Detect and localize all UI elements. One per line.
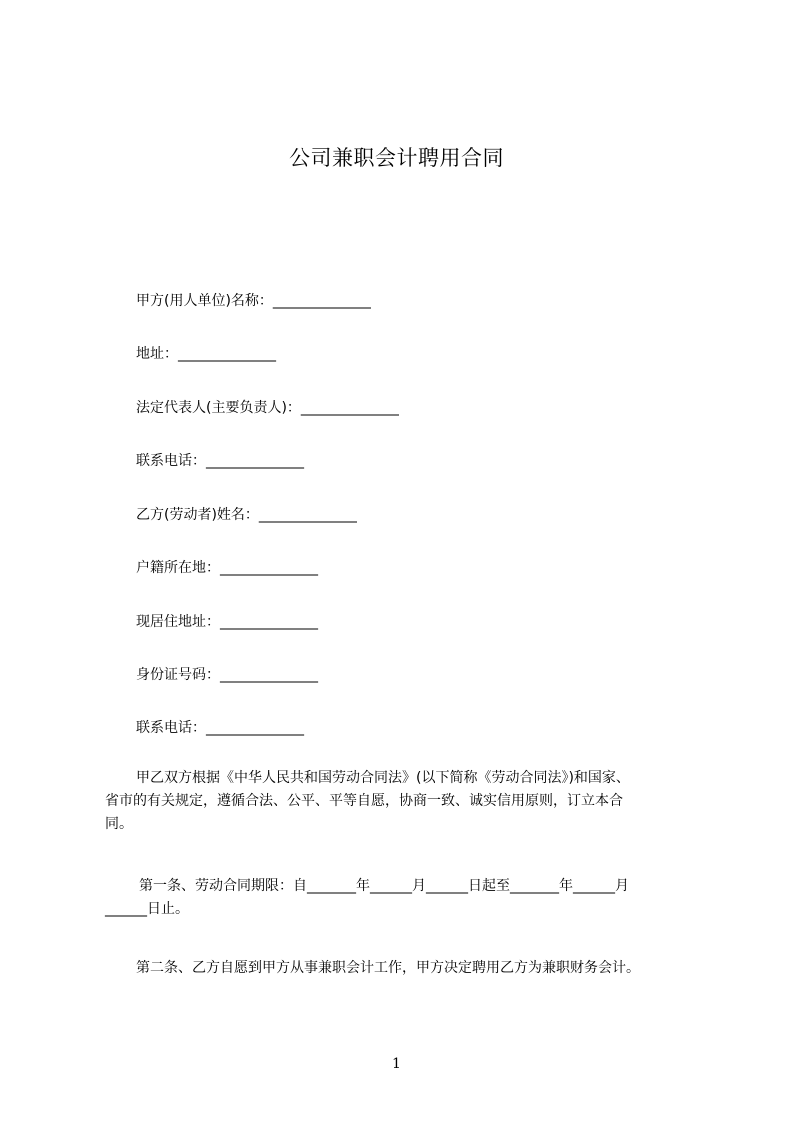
field-party-b-id: 身份证号码：______________ bbox=[136, 667, 318, 683]
article-2-line: 第二条、乙方自愿到甲方从事兼职会计工作，甲方决定聘用乙方为兼职财务会计。 bbox=[136, 960, 640, 976]
field-party-a-name: 甲方(用人单位)名称：______________ bbox=[136, 293, 371, 309]
field-party-b-name: 乙方(劳动者)姓名：______________ bbox=[136, 507, 357, 523]
preamble-line: 省市的有关规定，遵循合法、公平、平等自愿，协商一致、诚实信用原则，订立本合 bbox=[105, 793, 623, 809]
preamble-line: 同。 bbox=[105, 816, 133, 832]
article-1-line: ______日止。 bbox=[105, 901, 189, 917]
preamble-line: 甲乙双方根据《中华人民共和国劳动合同法》(以下简称《劳动合同法》)和国家、 bbox=[136, 770, 630, 786]
field-party-b-phone: 联系电话：______________ bbox=[136, 720, 304, 736]
article-2-paragraph bbox=[105, 957, 705, 980]
field-party-a-address: 地址：______________ bbox=[136, 346, 276, 362]
field-legal-representative: 法定代表人(主要负责人)：______________ bbox=[136, 400, 399, 416]
field-party-b-household: 户籍所在地：______________ bbox=[136, 560, 318, 576]
preamble-paragraph bbox=[105, 767, 705, 836]
article-1-line: 第一条、劳动合同期限：自_______年______月______日起至_______年______月 bbox=[139, 878, 629, 894]
article-1-paragraph bbox=[105, 875, 705, 921]
field-party-a-phone: 联系电话：______________ bbox=[136, 453, 304, 469]
page-number: 1 bbox=[392, 1056, 401, 1072]
document-title: 公司兼职会计聘用合同 bbox=[289, 146, 504, 170]
field-party-b-residence: 现居住地址：______________ bbox=[136, 614, 318, 630]
